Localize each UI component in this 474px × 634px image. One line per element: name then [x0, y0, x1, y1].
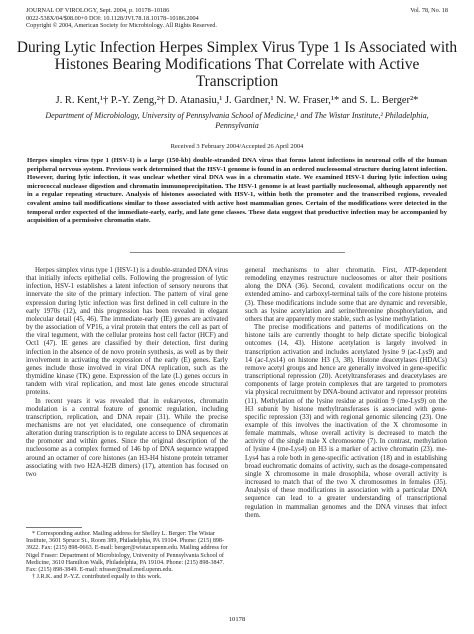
- body-paragraph: The precise modifications and patterns of modifications on the histone tails are currently thought to help dictate specific biological outcomes (14, 43). Histone acetylation is largely involved in transcription activation and includes acetylated lysine 9 (ac-Lys9) and 14 (ac-Lys14) on histone H3 (3, 38). Histone deacetylases (HDACs) remove acetyl groups and hence are generally involved in gene-specific transcriptional repression (20). Acetyltransferases and deacetylases are components of large protein complexes that are targeted to promoters via physical recruitment by DNA-bound activator and repressor proteins (11). Methylation of the lysine residue at position 9 (me-Lys9) on the H3 subunit by histone methyltransferases is associated with gene-specific repression (33) and with regional genomic silencing (23). One example of this involves the inactivation of the X chromosome in female mammals, whose overall activity is decreased to match the activity of the single male X chromosome (7). In contrast, methylation of lysine 4 (me-Lys4) on H3 is a marker of active chromatin (23). me-Lys4 has a role both in gene-specific activation (18) and in establishing broad euchromatic domains of activity, such as the dosage-compensated single X chromosome in male drosophila, whose overall activity is increased to match that of the two X chromosomes in females (35). Analysis of these modifications in association with a particular DNA sequence can lead to a greater understanding of transcriptional regulation in mammalian genomes and the DNA viruses that infect them.: [245, 323, 447, 519]
- page-number: 10178: [228, 616, 246, 623]
- corresponding-author-note: * Corresponding author. Mailing address for Shelley L. Berger: The Wistar Institute, 3601 Spruce St., Room 389, Philadelphia, PA 19104. Phone: (215) 898-3922. Fax: (215) 898-0663. E-mail: berger@wistar.upenn.edu. Mailing address for Nigel Fraser: Department of Microbiology, University of Pennsylvania School of Medicine, 3610 Hamilton Walk, Philadelphia, PA 19104. Phone: (215) 898-3847. Fax: (215) 898-3849. E-mail: nfraser@mail.med.upenn.edu.: [26, 531, 228, 574]
- journal-volume: Vol. 78, No. 18: [410, 7, 448, 14]
- author-affiliation: Department of Microbiology, University of Pennsylvania School of Medicine,¹ and The Wistar Institute,² Philadelphia, Pennsylvania: [45, 111, 429, 130]
- body-column-right: [245, 266, 447, 519]
- journal-header: [26, 7, 448, 30]
- equal-contribution-note: † J.R.K. and P.-Y.Z. contributed equally to this work.: [32, 574, 162, 581]
- journal-doi: 0022-538X/04/$08.00+0 DOI: 10.1128/JVI.78.18.10178–10186.2004: [26, 14, 199, 22]
- author-list: J. R. Kent,¹† P.-Y. Zeng,²† D. Atanasiu,¹ J. Gardner,¹ N. W. Fraser,¹* and S. L. Berger²*: [55, 95, 419, 106]
- body-column-left: [26, 266, 228, 478]
- abstract-divider: [130, 252, 345, 253]
- received-dates: Received 3 February 2004/Accepted 26 April 2004: [170, 143, 304, 150]
- footnote-divider: [26, 527, 82, 528]
- footnotes: [26, 531, 228, 581]
- body-paragraph: general mechanisms to alter chromatin. First, ATP-dependent remodeling enzymes restructure nucleosomes or alter their positions along the DNA (36). Second, covalent modifications occur on the extended amino- and carboxyl-terminal tails of the core histone proteins (3). These modifications include some that are dynamic and reversible, such as lysine acetylation and serine/threonine phosphorylation, and others that are apparently more stable, such as lysine methylation.: [245, 266, 447, 323]
- article-title: During Lytic Infection Herpes Simplex Virus Type 1 Is Associated with Histones Bearing Modifications That Correlate with Active Transcription: [16, 39, 458, 90]
- journal-citation: JOURNAL OF VIROLOGY, Sept. 2004, p. 10178–10186: [26, 7, 170, 14]
- abstract: Herpes simplex virus type 1 (HSV-1) is a large (150-kb) double-stranded DNA virus that forms latent infections in neuronal cells of the human peripheral nervous system. Previous work determined that the HSV-1 genome is found in an ordered nucleosomal structure during latent infection. However, during lytic infection, it was unclear whether viral DNA was in a chromatin state. We examined HSV-1 during lytic infection using micrococcal nuclease digestion and chromatin immunoprecipitation. The HSV-1 genome is at least partially nucleosomal, although apparently not in a regular repeating structure. Analysis of histones associated with HSV-1, within both the promoter and the transcribed regions, revealed covalent amino tail modifications similar to those associated with active host mammalian genes. Certain of the modifications were detected in the temporal order expected of the immediate-early, early, and late gene classes. These data suggest that productive infection may be accompanied by acquisition of a permissive chromatin state.: [27, 157, 447, 225]
- body-paragraph: Herpes simplex virus type 1 (HSV-1) is a double-stranded DNA virus that initially infects epithelial cells. Following the progression of lytic infection, HSV-1 establishes a latent infection of sensory neurons that innervate the site of the primary infection. The pattern of viral gene expression during lytic infection was first defined in cell culture in the early 1970s (12), and this progression has been revealed in elegant molecular detail (45, 46). The immediate-early (IE) genes are activated by the association of VP16, a viral protein that enters the cell as part of the viral tegument, with the cellular proteins host cell factor (HCF) and Oct1 (47). IE genes are classified by their detection, first during infection in the absence of de novo protein synthesis, as well as by their involvement in activating the expression of the early (E) genes. Early genes include those involved in viral DNA replication, such as the thymidine kinase (TK) gene. Expression of the late (L) genes occurs in tandem with viral replication, and most late genes encode structural proteins.: [26, 266, 228, 397]
- journal-copyright: Copyright © 2004, American Society for Microbiology. All Rights Reserved.: [26, 22, 217, 30]
- body-paragraph: In recent years it was revealed that in eukaryotes, chromatin modulation is a central feature of genomic regulation, including transcription, replication, and DNA repair (31). While the precise mechanisms are not yet elucidated, one consequence of chromatin alteration during transcription is to regulate access to DNA sequences at the promoter and within genes. Since the original description of the nucleosome as a complex formed of 146 bp of DNA sequence wrapped around an octamer of core histones (an H3-H4 histone protein tetramer associating with two H2A-H2B dimers) (17), attention has focused on two: [26, 396, 228, 478]
